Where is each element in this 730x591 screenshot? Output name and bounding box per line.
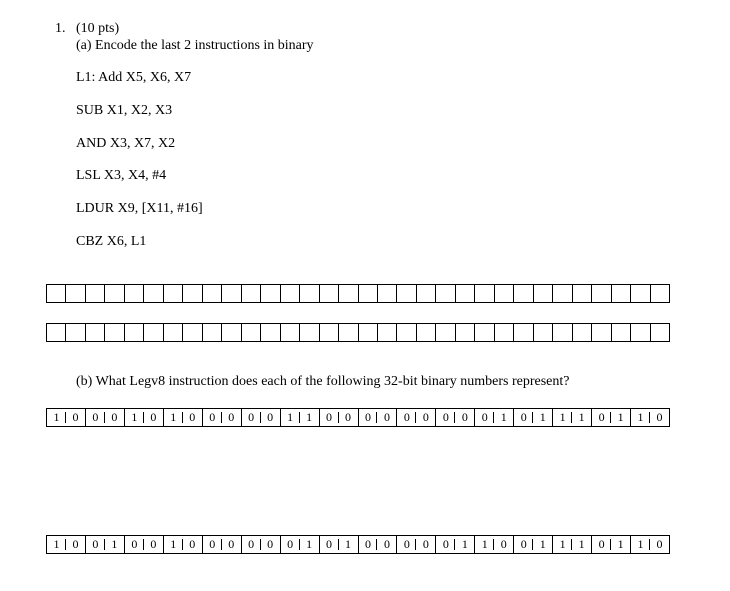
answer-bit-cell[interactable]	[495, 324, 514, 341]
bit-cell: 1	[455, 536, 475, 553]
bit-cell: 0	[397, 409, 416, 426]
answer-bit-cell[interactable]	[553, 324, 572, 341]
bit-cell: 1	[475, 536, 494, 553]
answer-bit-cell[interactable]	[300, 285, 319, 302]
bit-cell: 0	[183, 409, 203, 426]
answer-bit-cell[interactable]	[339, 285, 358, 302]
answer-bit-cell[interactable]	[144, 285, 163, 302]
bit-cell: 0	[650, 536, 670, 553]
answer-grid-1[interactable]	[46, 284, 670, 303]
bit-cell: 1	[631, 409, 650, 426]
bit-cell: 0	[203, 536, 222, 553]
bit-cell: 0	[66, 536, 86, 553]
binary-number-2	[46, 535, 670, 554]
answer-bit-cell[interactable]	[320, 324, 339, 341]
instruction-line: LDUR X9, [X11, #16]	[76, 201, 203, 216]
answer-bit-cell[interactable]	[242, 324, 261, 341]
bit-cell: 1	[631, 536, 650, 553]
bit-cell: 0	[144, 409, 164, 426]
answer-bit-cell[interactable]	[125, 285, 144, 302]
answer-bit-cell[interactable]	[456, 285, 475, 302]
bit-cell: 0	[222, 536, 242, 553]
bit-cell: 0	[397, 536, 416, 553]
instruction-line: SUB X1, X2, X3	[76, 103, 173, 118]
bit-cell: 1	[494, 409, 514, 426]
answer-bit-cell[interactable]	[203, 285, 222, 302]
instruction-line: LSL X3, X4, #4	[76, 168, 167, 183]
bit-cell: 0	[339, 409, 359, 426]
bit-cell: 0	[222, 409, 242, 426]
answer-bit-cell[interactable]	[164, 285, 183, 302]
bit-cell: 0	[281, 536, 300, 553]
answer-bit-cell[interactable]	[651, 324, 670, 341]
bit-cell: 0	[261, 536, 281, 553]
answer-bit-cell[interactable]	[183, 324, 202, 341]
bit-cell: 1	[105, 536, 125, 553]
answer-bit-cell[interactable]	[397, 285, 416, 302]
bit-cell: 0	[359, 409, 378, 426]
answer-bit-cell[interactable]	[105, 285, 124, 302]
question-points: (10 pts)	[76, 21, 120, 36]
bit-cell: 1	[611, 409, 631, 426]
answer-bit-cell[interactable]	[261, 324, 280, 341]
bit-cell: 0	[416, 409, 436, 426]
answer-bit-cell[interactable]	[514, 285, 533, 302]
answer-bit-cell[interactable]	[475, 324, 494, 341]
answer-bit-cell[interactable]	[612, 285, 631, 302]
bit-cell: 1	[572, 536, 592, 553]
answer-bit-cell[interactable]	[436, 324, 455, 341]
answer-bit-cell[interactable]	[651, 285, 670, 302]
bit-cell: 0	[650, 409, 670, 426]
bit-cell: 0	[436, 409, 455, 426]
answer-bit-cell[interactable]	[300, 324, 319, 341]
question-number: 1.	[55, 21, 66, 36]
answer-bit-cell[interactable]	[47, 285, 66, 302]
answer-bit-cell[interactable]	[339, 324, 358, 341]
answer-bit-cell[interactable]	[320, 285, 339, 302]
bit-cell: 1	[339, 536, 359, 553]
bit-cell: 0	[86, 536, 105, 553]
answer-bit-cell[interactable]	[359, 285, 378, 302]
bit-cell: 1	[533, 536, 553, 553]
bit-cell: 1	[300, 409, 320, 426]
answer-bit-cell[interactable]	[592, 324, 611, 341]
answer-bit-cell[interactable]	[203, 324, 222, 341]
bit-cell: 1	[281, 409, 300, 426]
answer-bit-cell[interactable]	[612, 324, 631, 341]
answer-bit-cell[interactable]	[86, 285, 105, 302]
answer-bit-cell[interactable]	[164, 324, 183, 341]
answer-bit-cell[interactable]	[378, 285, 397, 302]
bit-cell: 0	[359, 536, 378, 553]
bit-cell: 1	[47, 409, 66, 426]
bit-cell: 1	[553, 409, 572, 426]
part-a-prompt: (a) Encode the last 2 instructions in binary	[76, 38, 314, 53]
answer-bit-cell[interactable]	[222, 324, 241, 341]
answer-bit-cell[interactable]	[573, 285, 592, 302]
answer-bit-cell[interactable]	[47, 324, 66, 341]
bit-cell: 1	[533, 409, 553, 426]
answer-bit-cell[interactable]	[631, 324, 650, 341]
answer-bit-cell[interactable]	[514, 324, 533, 341]
answer-bit-cell[interactable]	[397, 324, 416, 341]
answer-bit-cell[interactable]	[125, 324, 144, 341]
answer-bit-cell[interactable]	[183, 285, 202, 302]
bit-cell: 0	[242, 536, 261, 553]
bit-cell: 1	[164, 409, 183, 426]
bit-cell: 0	[592, 409, 611, 426]
binary-number-1	[46, 408, 670, 427]
bit-cell: 0	[261, 409, 281, 426]
bit-cell: 0	[86, 409, 105, 426]
answer-bit-cell[interactable]	[417, 324, 436, 341]
bit-cell: 1	[553, 536, 572, 553]
bit-cell: 1	[572, 409, 592, 426]
answer-bit-cell[interactable]	[631, 285, 650, 302]
bit-cell: 1	[611, 536, 631, 553]
answer-bit-cell[interactable]	[417, 285, 436, 302]
answer-bit-cell[interactable]	[261, 285, 280, 302]
instruction-line: CBZ X6, L1	[76, 234, 147, 249]
answer-bit-cell[interactable]	[281, 285, 300, 302]
instruction-line: L1: Add X5, X6, X7	[76, 70, 192, 85]
bit-cell: 0	[592, 536, 611, 553]
answer-bit-cell[interactable]	[436, 285, 455, 302]
answer-bit-cell[interactable]	[456, 324, 475, 341]
bit-cell: 0	[377, 536, 397, 553]
bit-cell: 0	[436, 536, 455, 553]
answer-bit-cell[interactable]	[592, 285, 611, 302]
answer-bit-cell[interactable]	[222, 285, 241, 302]
bit-cell: 0	[475, 409, 494, 426]
instruction-line: AND X3, X7, X2	[76, 136, 176, 151]
bit-cell: 0	[494, 536, 514, 553]
answer-bit-cell[interactable]	[534, 285, 553, 302]
bit-cell: 0	[144, 536, 164, 553]
bit-cell: 0	[416, 536, 436, 553]
bit-cell: 0	[66, 409, 86, 426]
part-b-prompt: (b) What Legv8 instruction does each of the following 32-bit binary numbers represent?	[76, 374, 570, 389]
answer-bit-cell[interactable]	[553, 285, 572, 302]
bit-cell: 0	[514, 536, 533, 553]
bit-cell: 1	[300, 536, 320, 553]
answer-bit-cell[interactable]	[281, 324, 300, 341]
answer-bit-cell[interactable]	[495, 285, 514, 302]
answer-bit-cell[interactable]	[66, 285, 85, 302]
bit-cell: 0	[320, 409, 339, 426]
answer-bit-cell[interactable]	[242, 285, 261, 302]
bit-cell: 0	[377, 409, 397, 426]
bit-cell: 1	[125, 409, 144, 426]
answer-bit-cell[interactable]	[66, 324, 85, 341]
bit-cell: 0	[105, 409, 125, 426]
answer-bit-cell[interactable]	[534, 324, 553, 341]
bit-cell: 1	[164, 536, 183, 553]
bit-cell: 1	[47, 536, 66, 553]
bit-cell: 0	[455, 409, 475, 426]
answer-bit-cell[interactable]	[573, 324, 592, 341]
bit-cell: 0	[125, 536, 144, 553]
answer-bit-cell[interactable]	[359, 324, 378, 341]
answer-bit-cell[interactable]	[475, 285, 494, 302]
answer-bit-cell[interactable]	[105, 324, 124, 341]
bit-cell: 0	[183, 536, 203, 553]
bit-cell: 0	[514, 409, 533, 426]
answer-grid-2[interactable]	[46, 323, 670, 342]
answer-bit-cell[interactable]	[378, 324, 397, 341]
bit-cell: 0	[242, 409, 261, 426]
answer-bit-cell[interactable]	[86, 324, 105, 341]
bit-cell: 0	[320, 536, 339, 553]
bit-cell: 0	[203, 409, 222, 426]
answer-bit-cell[interactable]	[144, 324, 163, 341]
